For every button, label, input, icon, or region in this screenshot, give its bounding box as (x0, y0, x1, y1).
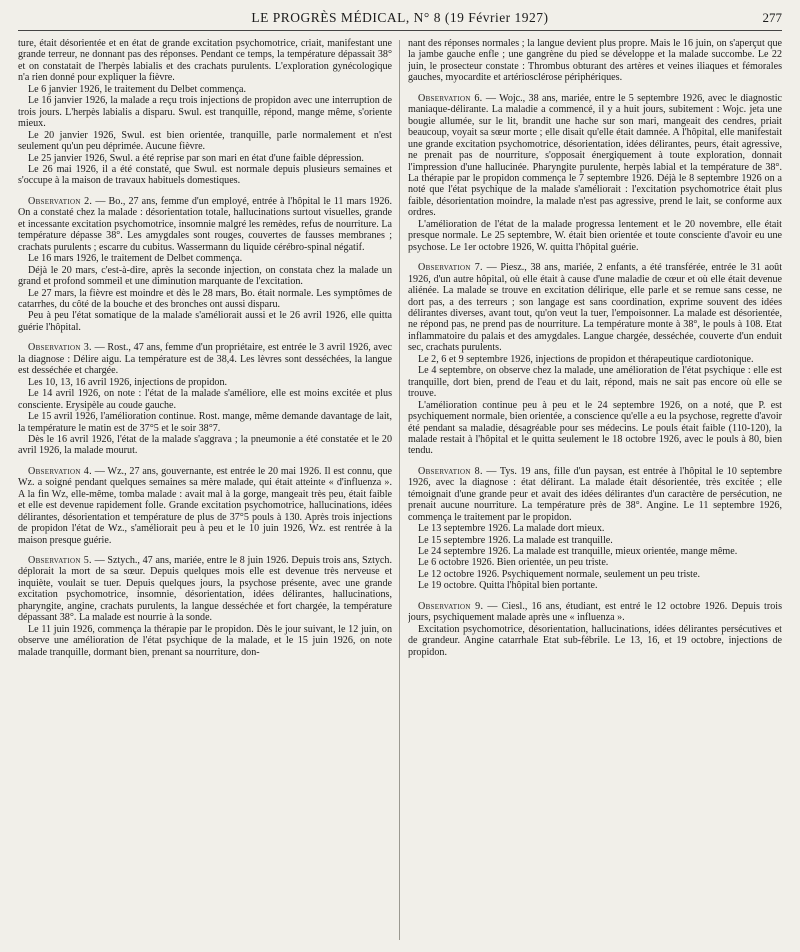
observation-text: — Ciesl., 16 ans, étudiant, est entré le 12 octobre 1926. Depuis trois jours, psychiquement malade après une « influenza ». (408, 600, 782, 624)
body-paragraph: Le 26 mai 1926, il a été constaté, que Swul. est normale depuis plusieurs semaines et s'occupe à la maison de travaux habituels domestiques. (18, 163, 392, 187)
body-paragraph: Le 2, 6 et 9 septembre 1926, injections de propidon et thérapeutique cardiotonique. (418, 353, 754, 365)
observation-paragraph (408, 601, 782, 624)
column-divider (399, 40, 400, 940)
body-paragraph: Le 15 avril 1926, l'amélioration continue. Rost. mange, même demande davantage de lait, la température le matin est de 37°5 et le soir 38°7. (18, 411, 392, 434)
body-paragraph: Le 16 mars 1926, le traitement de Delbet commença. (28, 253, 243, 265)
body-paragraph: Le 11 juin 1926, commença la thérapie par le propidon. Dès le jour suivant, le 12 juin, on observe une amélioration de l'état psychique de la malade, et le 15 juin 1926, on note malade tranquille, dormant bien, prenant sa nourriture, don- (18, 623, 392, 658)
body-paragraph: Le 20 janvier 1926, Swul. est bien orientée, tranquille, parle normalement et n'est seulement qu'un peu déprimée. Aucune fièvre. (18, 129, 392, 153)
running-header (18, 8, 782, 31)
journal-title: LE PROGRÈS MÉDICAL, N° 8 (19 Février 1927) (251, 10, 549, 25)
observation-label: Observation 5. (28, 555, 92, 567)
body-paragraph: Le 6 octobre 1926. Bien orientée, un peu triste. (418, 557, 609, 569)
observation-label: Observation 3. (28, 342, 92, 354)
body-paragraph: Les 10, 13, 16 avril 1926, injections de propidon. (28, 376, 228, 388)
observation-text: — Rost., 47 ans, femme d'un propriétaire, est entrée le 3 avril 1926, avec la diagnose : Délire aigu. La température est de 38,4. Les lèvres sont desséchées, la langue est desséchée et chargée. (18, 342, 392, 377)
right-column (408, 38, 782, 944)
observation-paragraph (408, 262, 782, 354)
body-paragraph: L'amélioration de l'état de la malade progressa lentement et le 20 novembre, elle était presque normale. Le 25 septembre, W. était bien orientée et toute consciente d'avoir eu une psychose. Le 1er octobre 1926, W. quitta l'hôpital guérie. (408, 218, 782, 253)
body-paragraph: Le 4 septembre, on observe chez la malade, une amélioration de l'état psychique : elle est tranquille, dort bien, prend de l'eau et du lait, répond, mais ne sait pas encore où elle se trouve. (408, 365, 782, 400)
body-paragraph: Le 6 janvier 1926, le traitement du Delbet commença. (28, 83, 247, 95)
observation-paragraph (18, 555, 392, 624)
body-paragraph: ture, était désorientée et en état de grande excitation psychomotrice, criait, manifestant une grande terreur, ne donnant pas des réponses. Pendant ce temps, la température dépassait 38° et on constatait de l'herpès labialis et des crachats purulents. L'exploration gynécologique n'a rien donné pour expliquer la fièvre. (18, 38, 392, 84)
observation-label: Observation 4. (28, 465, 92, 477)
observation-text: — Sztych., 47 ans, mariée, entre le 8 juin 1926. Depuis trois ans, Sztych. déplorait la mort de sa sœur. Depuis quelques mois elle est devenue très nerveuse et inquiète, voulait se tuer. Depuis quelques jours, la psychose présente, avec une grande excitation psychomotrice, insomnie, désorientation, idées délirantes, hallucinations, pharyngite, angine, crachats purulents, la langue desséchée et fort chargée, la température dépassant 38°. La malade est nourrie à la sonde. (18, 555, 392, 624)
observation-text: — Wz., 27 ans, gouvernante, est entrée le 20 mai 1926. Il est connu, que Wz. a soigné pendant quelques semaines sa mère malade, qui était atteinte « d'influenza ». A la fin Wz, elle-même, tomba malade : avait mal à la gorge, mangeait très peu, était faible et elle est devenue rapidement folle. Grande excitation psychomotrice, hallucinations, idées délirantes, désorientation et température de plus de 37°5 pouls à 130. Après trois injections de propidon l'état de Wz., s'améliorait peu à peu et le 10 juin 1926, Wz. est rentrée à la maison presque guérie. (18, 465, 392, 546)
observation-label: Observation 8. (418, 465, 483, 477)
body-paragraph: Le 19 octobre. Quitta l'hôpital bien portante. (418, 580, 598, 592)
body-paragraph: L'amélioration continue peu à peu et le 24 septembre 1926, on a noté, que P. est psychiquement normale, bien orientée, a conscience qu'elle a eu la psychose, regrette d'avoir été pendant sa maladie, désagréable pour ses médecins. Le pouls était faible (110-120), la malade restait à l'hôpital et le quitta seulement le 18 octobre 1926, avec le pouls à 80, bien tendu. (408, 399, 782, 457)
body-paragraph: Déjà le 20 mars, c'est-à-dire, après la seconde injection, on constata chez la malade un grand et profond sommeil et une diminution marquante de l'excitation. (18, 264, 392, 288)
body-paragraph: Le 25 janvier 1926, Swul. a été reprise par son mari en état d'une faible dépression. (28, 152, 364, 164)
observation-paragraph (18, 342, 392, 376)
body-paragraph: Le 15 septembre 1926. La malade est tranquille. (418, 534, 613, 546)
left-column (18, 38, 392, 944)
body-paragraph: Le 27 mars, la fièvre est moindre et dès le 28 mars, Bo. était normale. Les symptômes de catarrhes, du côté de la bouche et des bronches ont aussi disparu. (18, 287, 392, 310)
body-paragraph: Peu à peu l'état somatique de la malade s'améliorait aussi et le 26 avril 1926, elle quitta guérie l'hôpital. (18, 310, 392, 333)
observation-text: — Tys. 19 ans, fille d'un paysan, est entrée à l'hôpital le 10 septembre 1926, avec la diagnose : état délirant. La malade était désorientée, très excitée ; elle témoignait d'une grande peur et avait des idées délirantes d'un caractère de persécution, ne prenait aucune nourriture. La température près de 38°. Angine. Le 11 septembre 1926, commença le traitement par le propidon. (408, 465, 782, 523)
body-paragraph: nant des réponses normales ; la langue devient plus propre. Mais le 16 juin, on s'aperçut que la jambe gauche enfle ; une gangrène du pied se développe et la malade succombe. Le 22 juin, le prosecteur constate : Thrombus obturant des artères et veines iliaques et fémorales gauches, myocardite et artériosclérose périphériques. (408, 38, 782, 84)
observation-paragraph (408, 93, 782, 219)
observation-text: — Wojc., 38 ans, mariée, entre le 5 septembre 1926, avec le diagnostic maniaque-délirante. La maladie a commencé, il y a huit jours, subitement : Wojc. jeta une bougie allumée, sur le lit, brandit une hache sur son mari, mangeait des cendres, priait beaucoup, voyait sa sœur morte ; elle disait qu'elle était damnée. A l'hôpital, elle manifestait une grande excitation psychomotrice, désorientation, idées délirantes, peurs, était agressive, ne prenait pas de nourriture, s'opposait énergiquement à toute exploration, donnait l'impression d'une hallucinée. Pharyngite purulente, herpès labial et la température de 38°. La thérapie par le propidon commença le 7 septembre 1926. Déjà le 8 septembre 1926 on a noté que l'état psychique de la malade s'améliorait : l'excitation psychomotrice était plus faible, désorientation moindre, la malade n'est pas agressive, prend le lait, se conforme aux ordres. (408, 92, 782, 219)
observation-label: Observation 7. (418, 262, 483, 274)
observation-paragraph (18, 466, 392, 546)
body-paragraph: Le 13 septembre 1926. La malade dort mieux. (418, 523, 605, 535)
body-paragraph: Le 16 janvier 1926, la malade a reçu trois injections de propidon avec une interruption de trois jours. L'herpès labialis a disparu. Swul. est tranquille, répond, mange même, s'oriente mieux. (18, 95, 392, 130)
body-paragraph: Dès le 16 avril 1926, l'état de la malade s'aggrava ; la pneumonie a été constatée et le 20 avril 1926, la malade mourut. (18, 433, 392, 457)
body-paragraph: Le 14 avril 1926, on note : l'état de la malade s'améliore, elle est moins excitée et plus consciente. Erysipèle au coude gauche. (18, 388, 392, 411)
body-paragraph: Le 12 octobre 1926. Psychiquement normale, seulement un peu triste. (418, 568, 700, 580)
page-number: 277 (762, 10, 782, 25)
observation-label: Observation 9. (418, 600, 484, 612)
observation-text: — Bo., 27 ans, femme d'un employé, entrée à l'hôpital le 11 mars 1926. On a constaté chez la malade : désorientation totale, hallucinations surtout visuelles, grande et incessante excitation psychomotrice, insomnie malgré les remèdes, refus de nourriture. La température dépasse 38°. Les amygdales sont rouges, couvertes de fausses membranes ; crachats purulents ; escarre du cubitus. Wassermann du liquide cérébro-spinal négatif. (18, 195, 392, 253)
observation-label: Observation 2. (28, 195, 93, 207)
observation-text: — Piesz., 38 ans, mariée, 2 enfants, a été transférée, entrée le 31 août 1926, d'un autre hôpital, où elle était à cause d'une maladie de cœur et où elle était devenue aliénée. La malade se trouve en excitation délirique, elle parle et se remue sans cesse, ne dort pas, a des terreurs ; son langage est sans coordination, exprime souvent des idées délirantes diverses, avant tout, qu'on veut la tuer, l'empoisonner. La malade est désorientée, ne répond pas, ne prend pas de nourriture. La température monte à 38°, le pouls à 108. Etat inflammatoire du palais et des amygdales. Langue chargée, desséchée, couverte d'un enduit sec, crachats purulents. (408, 262, 782, 354)
observation-label: Observation 6. (418, 92, 483, 104)
body-paragraph: Le 24 septembre 1926. La malade est tranquille, mieux orientée, mange même. (418, 546, 738, 558)
observation-paragraph (18, 196, 392, 253)
observation-paragraph (408, 466, 782, 523)
body-paragraph: Excitation psychomotrice, désorientation, hallucinations, idées délirantes persécutives et de grandeur. Angine catarrhale Etat sub-fébrile. Le 13, 16, et 19 octobre, injections de propidon. (408, 623, 782, 658)
